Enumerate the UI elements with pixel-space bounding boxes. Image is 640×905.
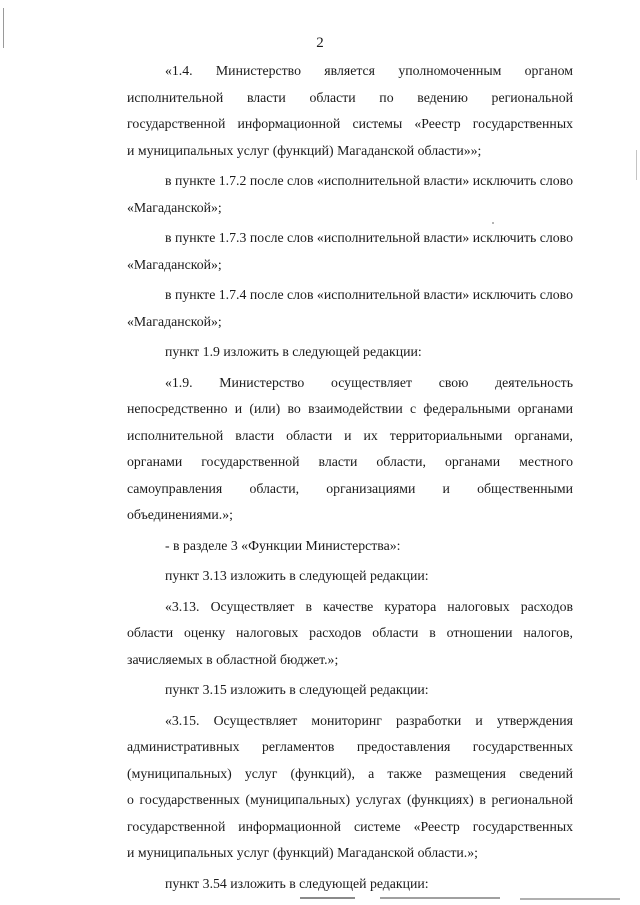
paragraph-3-13-intro bbox=[89, 563, 573, 590]
text-line: «3.15. Осуществляет мониторинг разработки и утверждения bbox=[165, 712, 573, 728]
paragraph-3-15 bbox=[89, 708, 573, 867]
text-line: зачисляемых в областной бюджет.»; bbox=[127, 651, 339, 667]
text-line: «Магаданской»; bbox=[127, 199, 222, 215]
text-line: в пункте 1.7.2 после слов «исполнительной власти» исключить слово bbox=[165, 173, 573, 188]
paragraph-1-7-3 bbox=[89, 225, 573, 278]
paragraph-1-9-intro bbox=[89, 339, 573, 366]
text-line: о государственных (муниципальных) услугах (функциях) в региональной bbox=[127, 792, 573, 807]
scan-mark-right bbox=[636, 150, 637, 180]
paragraph-3-13 bbox=[89, 594, 573, 674]
paragraph-1-9 bbox=[89, 370, 573, 529]
text-line: «3.13. Осуществляет в качестве куратора налоговых расходов bbox=[165, 598, 573, 614]
text-line: в пункте 1.7.3 после слов «исполнительной власти» исключить слово bbox=[165, 230, 573, 245]
paragraph-3-54-intro bbox=[89, 871, 573, 898]
text-line: государственной информационной системе «Реестр государственных bbox=[127, 818, 573, 834]
scan-mark-bottom bbox=[300, 897, 355, 899]
text-line: (муниципальных) услуг (функций), а также размещения сведений bbox=[127, 765, 573, 781]
scan-mark-bottom bbox=[380, 897, 500, 899]
text-line: исполнительной власти области по ведению региональной bbox=[127, 89, 573, 105]
text-line: и муниципальных услуг (функций) Магаданской области.»; bbox=[127, 845, 478, 860]
text-line: - в разделе 3 «Функции Министерства»: bbox=[165, 537, 401, 553]
paragraph-3-15-intro bbox=[89, 677, 573, 704]
text-line: и муниципальных услуг (функций) Магаданской области»»; bbox=[127, 142, 482, 158]
text-line: пункт 3.15 изложить в следующей редакции: bbox=[165, 682, 429, 697]
text-line: пункт 3.54 изложить в следующей редакции: bbox=[165, 875, 429, 891]
paragraph-1-7-4 bbox=[89, 282, 573, 335]
paragraph-1-7-2 bbox=[89, 168, 573, 221]
text-line: «Магаданской»; bbox=[127, 256, 222, 272]
text-line: непосредственно и (или) во взаимодействии с федеральными органами bbox=[127, 401, 573, 416]
text-line: «1.9. Министерство осуществляет свою деятельность bbox=[165, 374, 573, 390]
text-line: исполнительной власти области и их территориальными органами, bbox=[127, 427, 573, 443]
text-line: органами государственной власти области, органами местного bbox=[127, 454, 573, 469]
text-line: «Магаданской»; bbox=[127, 313, 222, 329]
paragraph-section-3 bbox=[89, 533, 573, 560]
text-line: в пункте 1.7.4 после слов «исполнительной власти» исключить слово bbox=[165, 287, 573, 302]
text-line: самоуправления области, организациями и общественными bbox=[127, 480, 573, 496]
paragraph-1-4 bbox=[89, 58, 573, 164]
text-line: пункт 3.13 изложить в следующей редакции: bbox=[165, 568, 429, 583]
text-line: «1.4. Министерство является уполномоченным органом bbox=[165, 63, 573, 78]
scan-mark-bottom bbox=[520, 898, 620, 900]
document-body bbox=[89, 58, 573, 897]
text-line: государственной информационной системы «Реестр государственных bbox=[127, 116, 573, 131]
text-line: административных регламентов предоставления государственных bbox=[127, 739, 573, 754]
text-line: пункт 1.9 изложить в следующей редакции: bbox=[165, 344, 422, 359]
text-line: области оценку налоговых расходов области в отношении налогов, bbox=[127, 625, 573, 640]
text-line: объединениями.»; bbox=[127, 507, 233, 522]
page-number: 2 bbox=[316, 35, 324, 51]
